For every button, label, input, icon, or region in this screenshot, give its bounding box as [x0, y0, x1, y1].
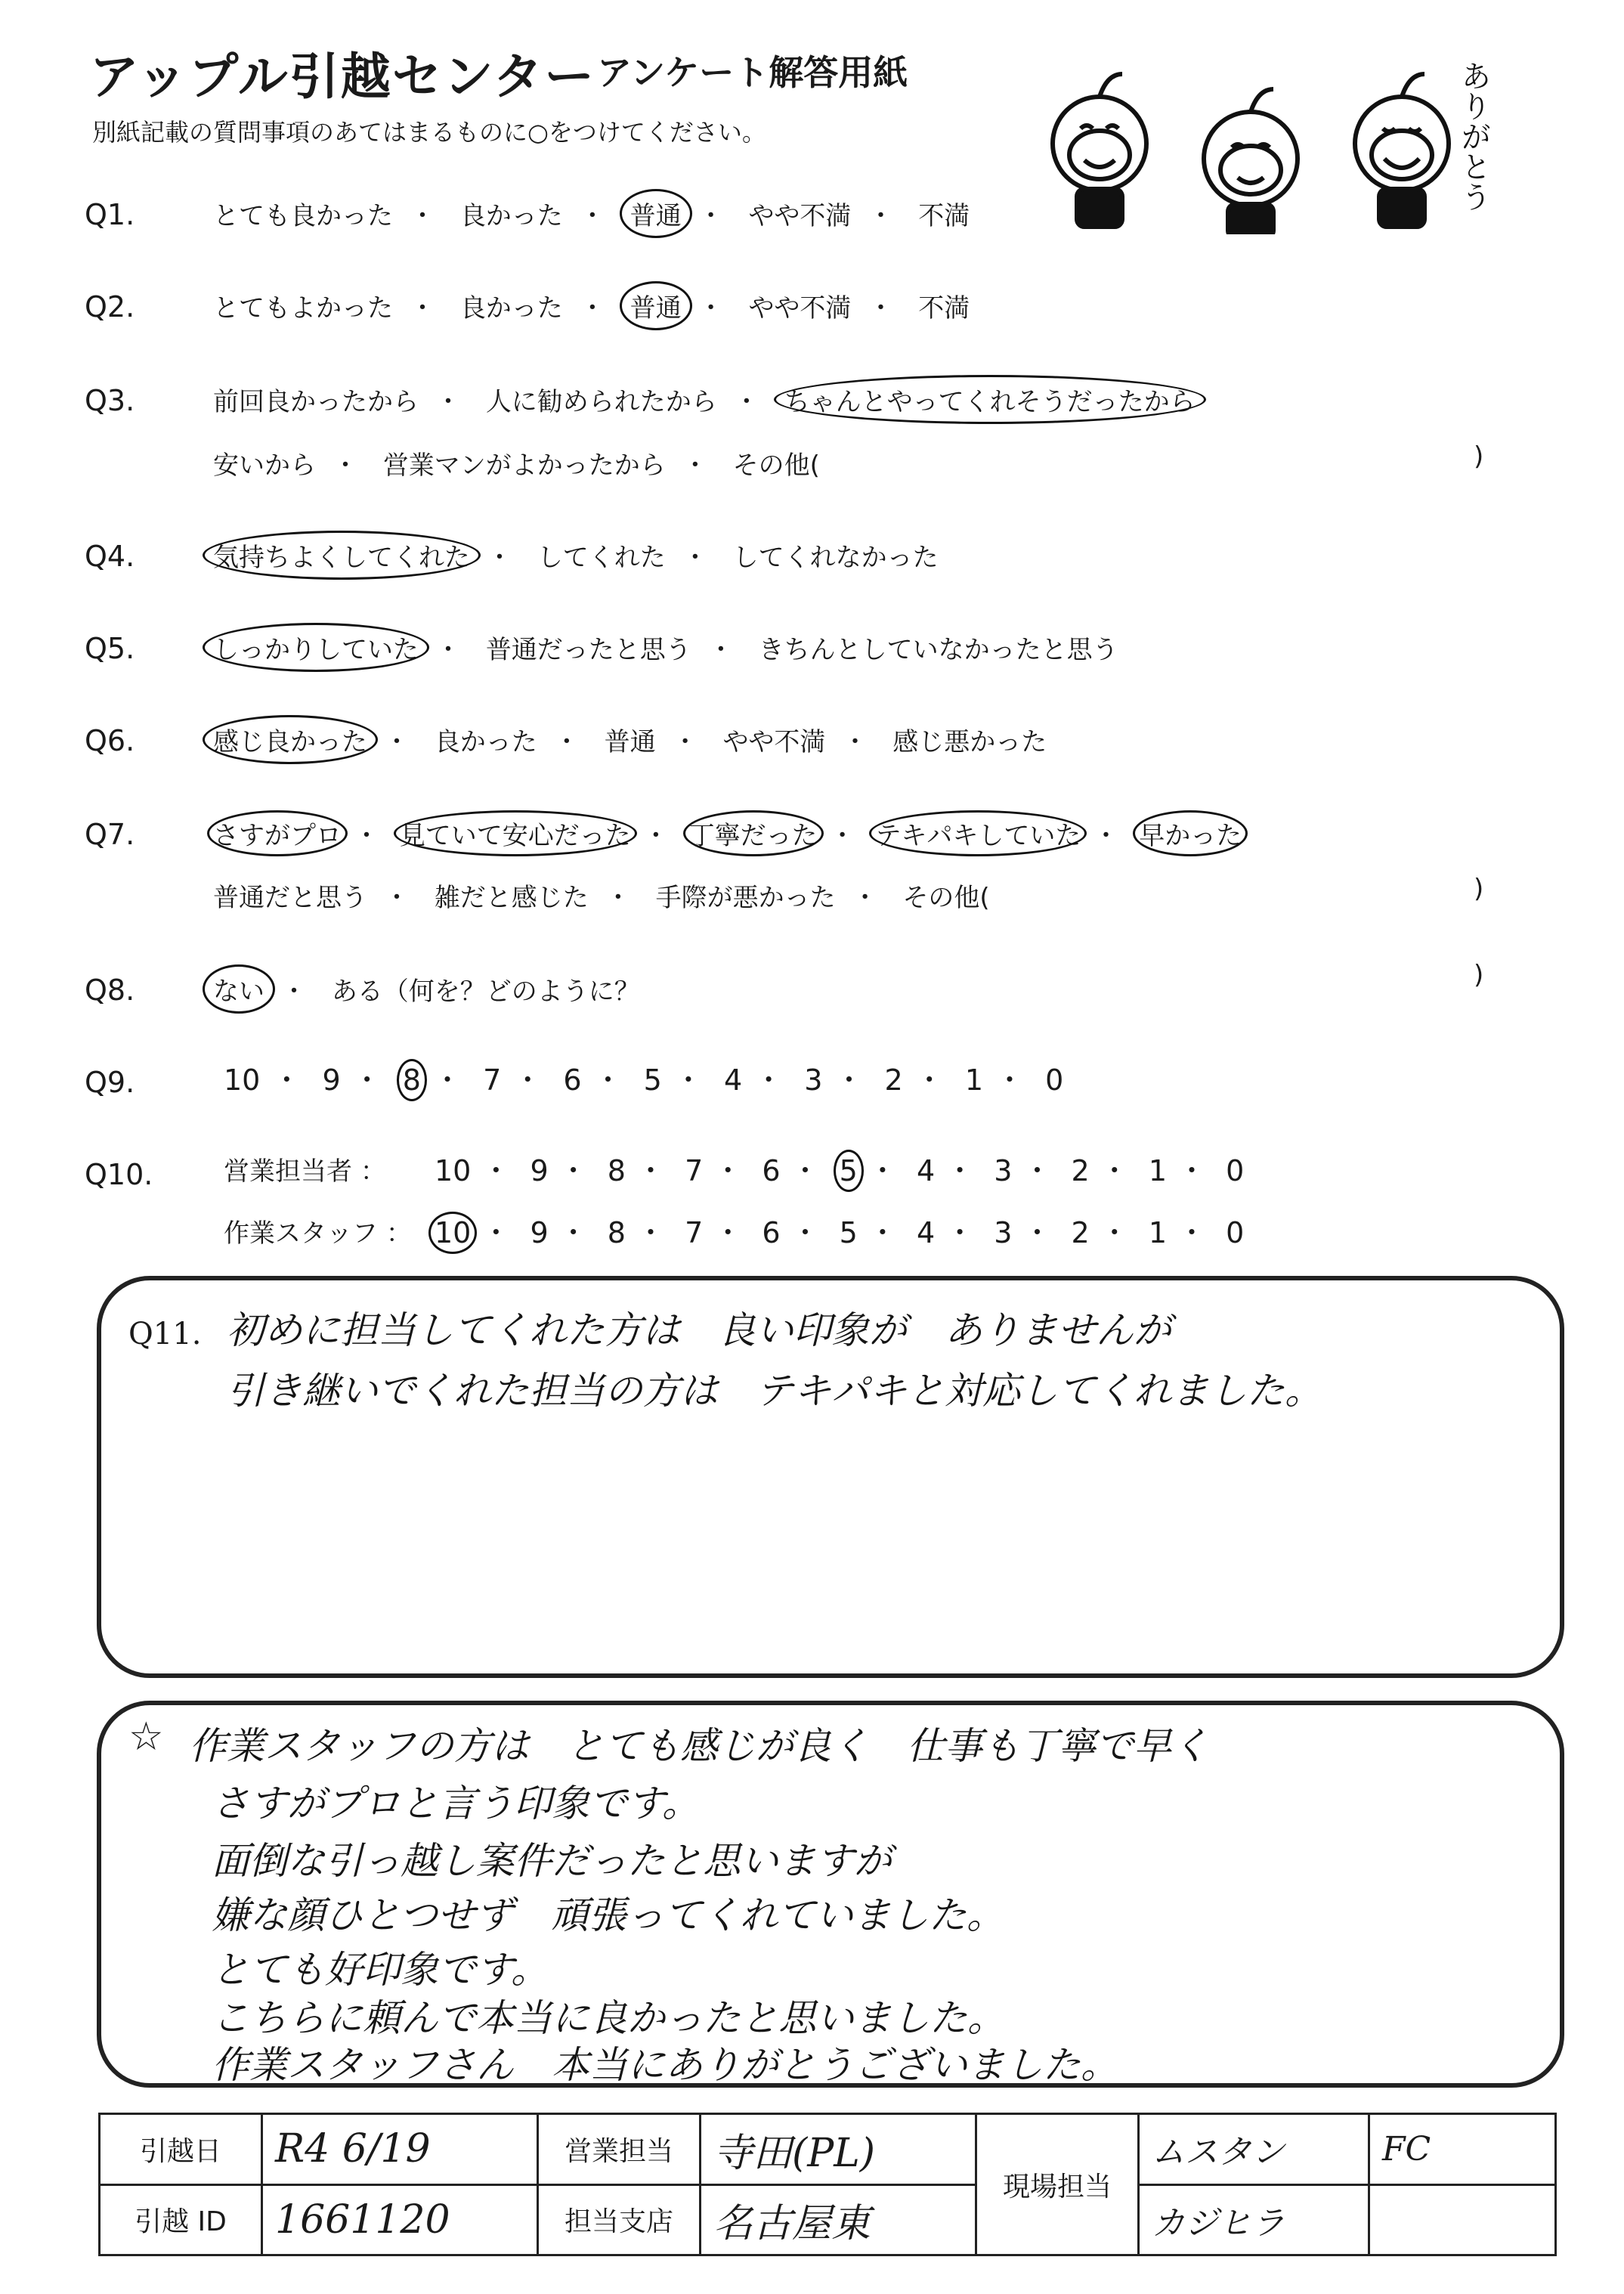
q4-option-3[interactable]: してくれなかった — [732, 543, 939, 573]
q11-answer-line-1: 初めに担当してくれた方は 良い印象が ありませんが — [227, 1308, 1171, 1352]
q7-paren-close: ) — [1474, 874, 1484, 904]
q1-label: Q1. — [85, 198, 135, 231]
q8-option-1-selected[interactable]: ない — [213, 971, 264, 1008]
site-rep-value-3[interactable]: カジヒラ — [1139, 2184, 1369, 2255]
comment-line-4: 嫌な顔ひとつせず 頑張ってくれていました。 — [212, 1893, 1004, 1937]
q2-option-5[interactable]: 不満 — [918, 293, 970, 324]
q3-option-3-selected[interactable]: ちゃんとやってくれそうだったから — [784, 381, 1196, 418]
q10-sales-score-1[interactable]: 1 — [1148, 1154, 1168, 1187]
q7-option-8[interactable]: 手際が悪かった — [655, 883, 836, 913]
q9-score-3[interactable]: 3 — [804, 1063, 823, 1097]
q4-label: Q4. — [85, 540, 135, 573]
q2-label: Q2. — [85, 290, 135, 324]
q2-options: とてもよかった ・ 良かった ・ 普通 ・ やや不満 ・ 不満 — [213, 287, 970, 324]
q1-option-4[interactable]: やや不満 — [748, 201, 852, 231]
q8-label: Q8. — [85, 974, 135, 1007]
q10-staff-score-10-selected[interactable]: 10 — [435, 1216, 472, 1249]
q10-sales-score-4[interactable]: 4 — [916, 1154, 936, 1187]
q10-staff-score-1[interactable]: 1 — [1148, 1216, 1168, 1249]
q9-score-10[interactable]: 10 — [224, 1063, 261, 1097]
q10-sales-score-5-selected[interactable]: 5 — [839, 1154, 858, 1187]
q6-options: 感じ良かった ・ 良かった ・ 普通 ・ やや不満 ・ 感じ悪かった — [213, 721, 1047, 758]
q7-option-5-selected[interactable]: 早かった — [1139, 815, 1242, 852]
q5-option-1-selected[interactable]: しっかりしていた — [213, 629, 419, 666]
q10-sales-colon: ： — [360, 1156, 386, 1187]
q1-option-5[interactable]: 不満 — [918, 201, 970, 231]
comment-line-7: 作業スタッフさん 本当にありがとうございました。 — [212, 2043, 1118, 2087]
q7-option-3-selected[interactable]: 丁寧だった — [689, 815, 818, 852]
site-rep-label: 現場担当 — [976, 2114, 1139, 2255]
sales-rep-value[interactable]: 寺田(PL) — [701, 2114, 976, 2185]
q7-option-4-selected[interactable]: テキパキしていた — [875, 815, 1081, 852]
q3-paren-close: ) — [1474, 441, 1484, 472]
move-id-label: 引越 ID — [100, 2184, 262, 2255]
q10-sales-score-6[interactable]: 6 — [762, 1154, 781, 1187]
sales-rep-label: 営業担当 — [538, 2114, 701, 2185]
q10-sales-score-9[interactable]: 9 — [530, 1154, 549, 1187]
q10-sales-score-10[interactable]: 10 — [435, 1154, 472, 1187]
q10-staff-score-3[interactable]: 3 — [994, 1216, 1013, 1249]
q10-sales-score-8[interactable]: 8 — [607, 1154, 626, 1187]
comment-line-6: こちらに頼んで本当に良かったと思いました。 — [212, 1996, 1005, 2040]
star-icon: ☆ — [128, 1714, 164, 1760]
q10-staff-score-2[interactable]: 2 — [1071, 1216, 1090, 1249]
move-date-value[interactable]: R4 6/19 — [262, 2114, 538, 2185]
branch-label: 担当支店 — [538, 2184, 701, 2255]
comment-line-1: 作業スタッフの方は とても感じが良く 仕事も丁寧で早く — [189, 1724, 1209, 1768]
monkey-mascots-illustration — [1028, 30, 1572, 234]
comment-line-3: 面倒な引っ越し案件だったと思いますが — [212, 1839, 892, 1883]
q3-option-2[interactable]: 人に勧められたから — [485, 387, 717, 417]
q11-label: Q11. — [128, 1317, 202, 1351]
q10-staff-score-9[interactable]: 9 — [530, 1216, 549, 1249]
q10-sales-score-0[interactable]: 0 — [1226, 1154, 1245, 1187]
q7-label: Q7. — [85, 818, 135, 851]
q5-label: Q5. — [85, 632, 135, 665]
q10-staff-score-6[interactable]: 6 — [762, 1216, 781, 1249]
monkey-face-icon — [1204, 89, 1298, 234]
q8-option-2[interactable]: ある（何を？どのように？ — [331, 977, 640, 1007]
q4-options: 気持ちよくしてくれた ・ してくれた ・ してくれなかった — [213, 537, 939, 574]
q3-option-4[interactable]: 安いから — [213, 450, 316, 481]
q9-score-9[interactable]: 9 — [322, 1063, 341, 1097]
q10-staff-scale: 10 ・ 9 ・ 8 ・ 7 ・ 6 ・ 5 ・ 4 ・ 3 ・ 2 ・ 1 ・ 0 — [435, 1216, 1245, 1249]
q9-score-2[interactable]: 2 — [884, 1063, 903, 1097]
comment-line-2: さすがプロと言う印象です。 — [212, 1782, 700, 1825]
q2-option-2[interactable]: 良かった — [459, 293, 563, 324]
q2-option-1[interactable]: とてもよかった — [213, 293, 393, 324]
q10-staff-score-7[interactable]: 7 — [685, 1216, 704, 1249]
q10-sales-scale: 10 ・ 9 ・ 8 ・ 7 ・ 6 ・ 5 ・ 4 ・ 3 ・ 2 ・ 1 ・ 0 — [435, 1154, 1245, 1187]
q7-option-1-selected[interactable]: さすがプロ — [213, 815, 342, 852]
q9-score-5[interactable]: 5 — [643, 1063, 662, 1097]
q10-sales-score-2[interactable]: 2 — [1071, 1154, 1090, 1187]
q6-option-4[interactable]: やや不満 — [722, 727, 826, 757]
q7-option-6[interactable]: 普通だと思う — [213, 883, 367, 913]
q5-option-3[interactable]: きちんとしていなかったと思う — [758, 635, 1118, 665]
q9-score-0[interactable]: 0 — [1045, 1063, 1064, 1097]
q9-score-7[interactable]: 7 — [483, 1063, 502, 1097]
q3-label: Q3. — [85, 384, 135, 417]
q8-paren-close: ) — [1474, 960, 1484, 990]
move-date-label: 引越日 — [100, 2114, 262, 2185]
q9-score-1[interactable]: 1 — [964, 1063, 984, 1097]
q9-score-6[interactable]: 6 — [563, 1063, 582, 1097]
q3-option-1[interactable]: 前回良かったから — [213, 387, 419, 417]
q10-sales-label: 営業担当者 — [224, 1156, 352, 1187]
q10-sales-score-3[interactable]: 3 — [994, 1154, 1013, 1187]
q7-option-2-selected[interactable]: 見ていて安心だった — [400, 815, 631, 852]
q10-staff-score-4[interactable]: 4 — [916, 1216, 936, 1249]
q2-option-3-selected[interactable]: 普通 — [630, 287, 682, 324]
q9-label: Q9. — [85, 1066, 135, 1099]
q7-options-line1: さすがプロ ・ 見ていて安心だった ・ 丁寧だった ・ テキパキしていた ・ 早かった — [213, 815, 1242, 852]
q10-sales-row — [224, 1150, 386, 1187]
q5-option-2[interactable]: 普通だったと思う — [485, 635, 691, 665]
q8-options: ない ・ ある（何を？どのように？ — [213, 971, 640, 1008]
q6-option-3[interactable]: 普通 — [604, 727, 656, 757]
q10-staff-label: 作業スタッフ — [224, 1218, 378, 1249]
q6-label: Q6. — [85, 724, 135, 757]
footer-info-table — [98, 2113, 1557, 2256]
q7-option-other[interactable]: その他( — [902, 883, 990, 913]
q11-answer-line-2: 引き継いでくれた担当の方は テキパキと対応してくれました。 — [227, 1369, 1322, 1413]
q2-option-4[interactable]: やや不満 — [748, 293, 852, 324]
q1-option-2[interactable]: 良かった — [459, 201, 563, 231]
site-rep-value-4[interactable] — [1369, 2184, 1556, 2255]
q1-option-1[interactable]: とても良かった — [213, 201, 393, 231]
q7-option-7[interactable]: 雑だと感じた — [434, 883, 589, 913]
q1-options: とても良かった ・ 良かった ・ 普通 ・ やや不満 ・ 不満 — [213, 195, 970, 232]
instruction-text: 別紙記載の質問事項のあてはまるものに○をつけてください。 — [92, 118, 766, 147]
monkey-face-icon — [1053, 74, 1146, 227]
q10-label: Q10. — [85, 1158, 153, 1191]
q10-staff-score-0[interactable]: 0 — [1226, 1216, 1245, 1249]
q10-sales-score-7[interactable]: 7 — [685, 1154, 704, 1187]
q3-option-other[interactable]: その他( — [732, 450, 820, 481]
form-subtitle: アンケート解答用紙 — [597, 52, 908, 93]
comment-line-5: とても好印象です。 — [212, 1948, 549, 1992]
monkey-face-icon — [1355, 74, 1449, 227]
form-title: アップル引越センター — [89, 48, 596, 106]
q9-score-4[interactable]: 4 — [723, 1063, 743, 1097]
q3-options-line1: 前回良かったから ・ 人に勧められたから ・ ちゃんとやってくれそうだったから — [213, 381, 1196, 418]
branch-value[interactable]: 名古屋東 — [701, 2184, 976, 2255]
q5-options: しっかりしていた ・ 普通だったと思う ・ きちんとしていなかったと思う — [213, 629, 1118, 666]
q1-option-3-selected[interactable]: 普通 — [630, 195, 682, 232]
q6-option-1-selected[interactable]: 感じ良かった — [213, 721, 367, 758]
move-id-value[interactable]: 1661120 — [262, 2184, 538, 2255]
q9-score-8-selected[interactable]: 8 — [402, 1063, 421, 1097]
q4-option-1-selected[interactable]: 気持ちよくしてくれた — [213, 537, 470, 574]
q6-option-2[interactable]: 良かった — [434, 727, 537, 757]
q3-options-line2: 安いから ・ 営業マンがよかったから ・ その他( — [213, 444, 820, 481]
thanks-text: ありがとう — [1456, 60, 1491, 212]
q10-staff-score-5[interactable]: 5 — [839, 1216, 858, 1249]
q7-options-line2: 普通だと思う ・ 雑だと感じた ・ 手際が悪かった ・ その他( — [213, 877, 990, 914]
q4-option-2[interactable]: してくれた — [537, 543, 666, 573]
q9-scale: 10 ・ 9 ・ 8 ・ 7 ・ 6 ・ 5 ・ 4 ・ 3 ・ 2 ・ 1 ・ 0 — [224, 1063, 1064, 1097]
site-rep-value-2[interactable]: FC — [1369, 2114, 1556, 2185]
q10-staff-score-8[interactable]: 8 — [607, 1216, 626, 1249]
q10-staff-row — [224, 1212, 412, 1249]
q10-staff-colon: ： — [385, 1218, 412, 1249]
site-rep-value-1[interactable]: ムスタン — [1139, 2114, 1369, 2185]
q6-option-5[interactable]: 感じ悪かった — [892, 727, 1047, 757]
q3-option-5[interactable]: 営業マンがよかったから — [382, 450, 666, 481]
